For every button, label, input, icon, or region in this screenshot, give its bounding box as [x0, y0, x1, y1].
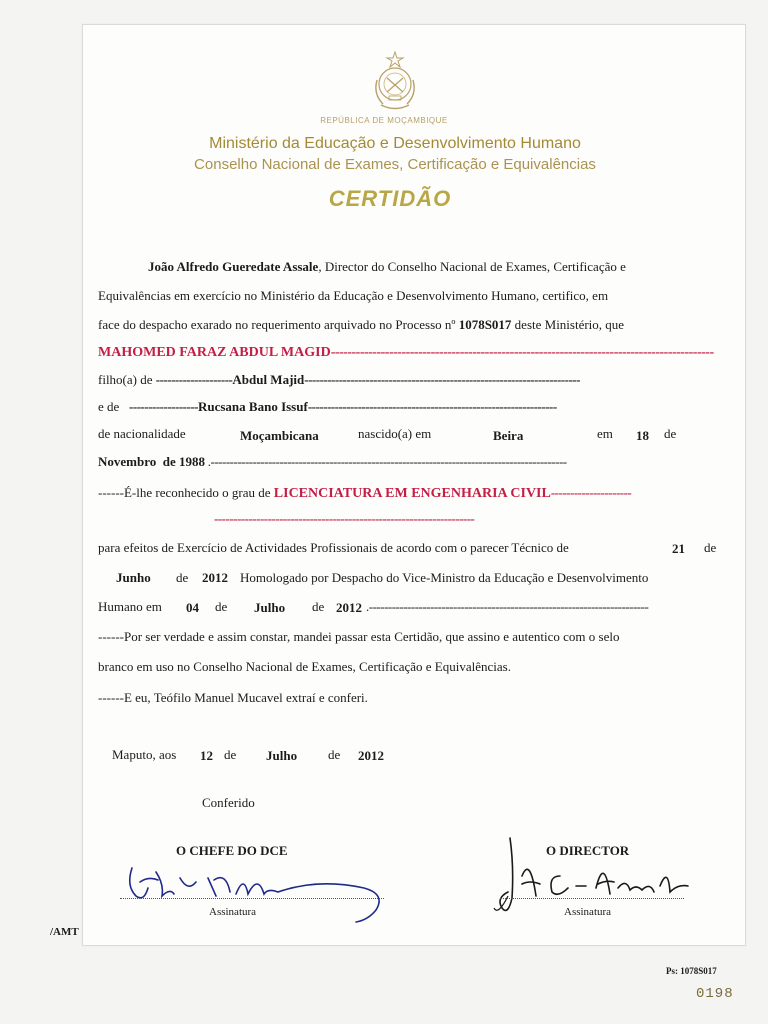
director-signature-caption: Assinatura: [564, 906, 612, 918]
de-label: de: [664, 426, 677, 441]
father-line: filho(a) de --------------------Abdul Majid------------------------------------------------------------------------: [98, 372, 580, 387]
nationality-value: Moçambicana: [240, 428, 319, 443]
opinion-month: Junho: [116, 570, 151, 585]
nationality-label: de nacionalidade: [98, 426, 186, 441]
mother-line: e de ------------------Rucsana Bano Issuf-----------------------------------------------------------------: [98, 399, 557, 414]
birth-month-year: Novembro de 1988: [98, 454, 206, 469]
closing-line-2: branco em uso no Conselho Nacional de Exames, Certificação e Equivalências.: [98, 659, 511, 674]
opinion-year: 2012: [202, 570, 228, 585]
opinion-de: de: [704, 540, 717, 555]
chief-signature-icon: [118, 858, 398, 928]
director-title: O DIRECTOR: [546, 843, 630, 858]
intro-line-3: face do despacho exarado no requerimento arquivado no Processo nº 1078S017 deste Ministério, que: [98, 317, 625, 332]
intro-line-2: Equivalências em exercício no Ministério da Educação e Desenvolvimento Humano, certifico, em: [98, 288, 609, 303]
date-de-2: de: [328, 747, 341, 762]
closing-line-3: ------E eu, Teófilo Manuel Mucavel extraí e conferi.: [98, 690, 368, 705]
birth-day-value: 18: [636, 428, 649, 443]
homolog-day: 04: [186, 600, 199, 615]
degree-continuation: --------------------------------------------------------------------: [214, 511, 475, 526]
person-name: MAHOMED FARAZ ABDUL MAGID: [98, 345, 331, 360]
date-day: 12: [200, 748, 213, 763]
homolog-de: de: [215, 599, 228, 614]
process-number: 1078S017: [458, 317, 512, 332]
date-month: Julho: [266, 748, 298, 763]
ps-reference: Ps: 1078S017: [666, 966, 717, 976]
date-place: Maputo, aos: [112, 747, 177, 762]
birth-date-line: Novembro de 1988 .---------------------------------------------------------------------------------------------: [98, 454, 567, 469]
birthplace-value: Beira: [493, 428, 524, 443]
purpose-line-1: para efeitos de Exercício de Actividades Profissionais de acordo com o parecer Técnico de: [98, 540, 569, 555]
born-label: nascido(a) em: [358, 426, 432, 441]
date-de: de: [224, 747, 237, 762]
council-name: Conselho Nacional de Exames, Certificação e Equivalências: [194, 156, 596, 173]
chief-title: O CHEFE DO DCE: [176, 843, 288, 858]
degree-name: LICENCIATURA EM ENGENHARIA CIVIL: [273, 486, 551, 501]
homolog-de-2: de: [312, 599, 325, 614]
homolog-dashes: .-------------------------------------------------------------------------: [366, 599, 649, 614]
document-title: CERTIDÃO: [328, 186, 452, 211]
opinion-day: 21: [672, 541, 685, 556]
purpose-line-2: Homologado por Despacho do Vice-Ministro da Educação e Desenvolvimento: [240, 570, 649, 585]
person-name-line: MAHOMED FARAZ ABDUL MAGID--------------------------------------------------------------------------------------------: [98, 345, 714, 360]
stamp-number: 0198: [696, 986, 734, 1002]
initials-label: /AMT: [50, 926, 79, 938]
mozambique-coat-of-arms-icon: [363, 50, 427, 114]
degree-line: ------É-lhe reconhecido o grau de LICENCIATURA EM ENGENHARIA CIVIL---------------------: [98, 485, 632, 501]
ministry-name: Ministério da Educação e Desenvolvimento Humano: [209, 135, 581, 152]
homolog-month: Julho: [254, 600, 286, 615]
homolog-year: 2012: [336, 600, 362, 615]
chief-signature-line: [120, 898, 384, 899]
em-label: em: [597, 426, 613, 441]
republic-label: REPÚBLICA DE MOÇAMBIQUE: [320, 116, 448, 125]
conferido-label: Conferido: [202, 795, 255, 810]
intro-line-1: João Alfredo Gueredate Assale, Director do Conselho Nacional de Exames, Certificação e: [148, 259, 626, 274]
director-signature-line: [500, 898, 684, 899]
date-year: 2012: [358, 748, 384, 763]
opinion-de-2: de: [176, 570, 189, 585]
father-name: Abdul Majid: [232, 372, 305, 387]
closing-line-1: ------Por ser verdade e assim constar, mandei passar esta Certidão, que assino e autentico com o selo: [98, 629, 620, 644]
homolog-label: Humano em: [98, 599, 162, 614]
chief-signature-caption: Assinatura: [209, 906, 257, 918]
director-name: João Alfredo Gueredate Assale: [148, 259, 319, 274]
mother-name: Rucsana Bano Issuf: [197, 399, 308, 414]
